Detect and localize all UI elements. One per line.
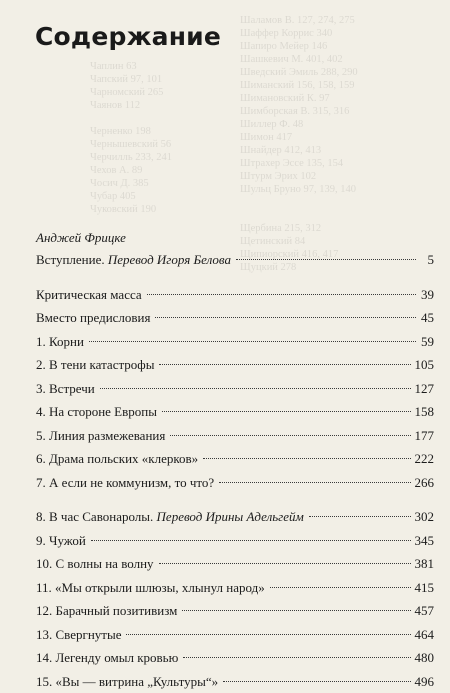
toc-entry-label: 13. Свергнутые [36,623,121,647]
toc-entry [36,529,434,553]
page-number: 480 [415,646,435,670]
toc-entry-label: 2. В тени катастрофы [36,353,154,377]
toc-entry [36,552,434,576]
dot-leader [203,458,410,459]
dot-leader [183,657,410,658]
translator-credit: Перевод Ирины Адельгейм [157,509,304,524]
page-number: 266 [415,471,435,495]
toc-entry [36,447,434,471]
page-number: 496 [415,670,435,693]
dot-leader [100,388,411,389]
page-number: 345 [415,529,435,553]
page-number: 158 [415,400,435,424]
toc-entry-label: 14. Легенду омыл кровью [36,646,178,670]
toc-entry-label: 9. Чужой [36,529,86,553]
translator-credit: Перевод Игоря Белова [108,252,231,267]
toc-entry [36,505,434,529]
toc-entry-label: 11. «Мы открыли шлюзы, хлынул народ» [36,576,265,600]
toc-entry [36,424,434,448]
dot-leader [236,259,416,260]
toc-entry-label: 7. А если не коммунизм, то что? [36,471,214,495]
toc-entry [36,471,434,495]
toc-entry-label: 3. Встречи [36,377,95,401]
dot-leader [219,482,410,483]
page-number: 302 [415,505,435,529]
toc-entry [36,623,434,647]
dot-leader [309,516,411,517]
dot-leader [159,563,411,564]
dot-leader [170,435,410,436]
toc-entry [36,576,434,600]
toc-entry-label: 4. На стороне Европы [36,400,157,424]
page-number: 177 [415,424,435,448]
table-of-contents [36,248,434,693]
toc-entry-label: 15. «Вы — витрина „Культуры“» [36,670,218,693]
toc-entry [36,306,434,330]
toc-entry-label: Вступление. Перевод Игоря Белова [36,248,231,272]
toc-entry-label: 12. Барачный позитивизм [36,599,177,623]
dot-leader [162,411,411,412]
dot-leader [89,341,416,342]
toc-entry [36,377,434,401]
page-number: 127 [415,377,435,401]
dot-leader [126,634,410,635]
toc-entry-label: 10. С волны на волну [36,552,154,576]
toc-entry [36,599,434,623]
page-number: 59 [420,330,434,354]
page-number: 45 [420,306,434,330]
author-name: Анджей Фрицке [36,230,126,246]
toc-entry-label: Критическая масса [36,283,142,307]
toc-entry-label: 6. Драма польских «клерков» [36,447,198,471]
page-number: 5 [420,248,434,272]
dot-leader [155,317,416,318]
toc-entry-label: Вместо предисловия [36,306,150,330]
page-number: 415 [415,576,435,600]
toc-entry [36,400,434,424]
dot-leader [147,294,416,295]
page-number: 39 [420,283,434,307]
page-number: 457 [415,599,435,623]
dot-leader [159,364,410,365]
page-title: Содержание [35,22,221,51]
toc-entry [36,646,434,670]
toc-entry [36,330,434,354]
dot-leader [223,681,410,682]
page-number: 464 [415,623,435,647]
dot-leader [182,610,410,611]
page-number: 381 [415,552,435,576]
toc-entry-label: 5. Линия размежевания [36,424,165,448]
toc-entry [36,248,434,272]
toc-entry-label: 8. В час Савонаролы. Перевод Ирины Адельгейм [36,505,304,529]
toc-entry [36,353,434,377]
dot-leader [270,587,411,588]
toc-entry [36,283,434,307]
toc-entry-label: 1. Корни [36,330,84,354]
page-number: 105 [415,353,435,377]
show-through-text: Шаламов В. 127, 274, 275 Шаффер Коррис 340 Шапиро Мейер 146 Шашкевич М. 401, 402 Шведский Эмиль 288, 290 Шиманский 156, 158, 159 Шимановский К. 97 Шимборская В. 315, 316 Шиллер Ф. 48 Шимон 417 Шнайдер 412, 413 Штрахер Эссе 135, 154 Штурм Эрих 102 Шульц Бруно 97, 139, 140 Щербина 215, 312 Щетинский 84 Щипиорский 416, 417 Щуцкий 278 Чаплин 63 Чапский 97, 101 Чарномский 265 Чаянов 112 Черненко 198 Чернышевский 56 Черчилль 233, 241 Чехов А. 89 Чосич Д. 385 Чубар 405 Чуковский 190 [0,0,450,646]
dot-leader [91,540,411,541]
page-number: 222 [415,447,435,471]
toc-entry [36,670,434,693]
